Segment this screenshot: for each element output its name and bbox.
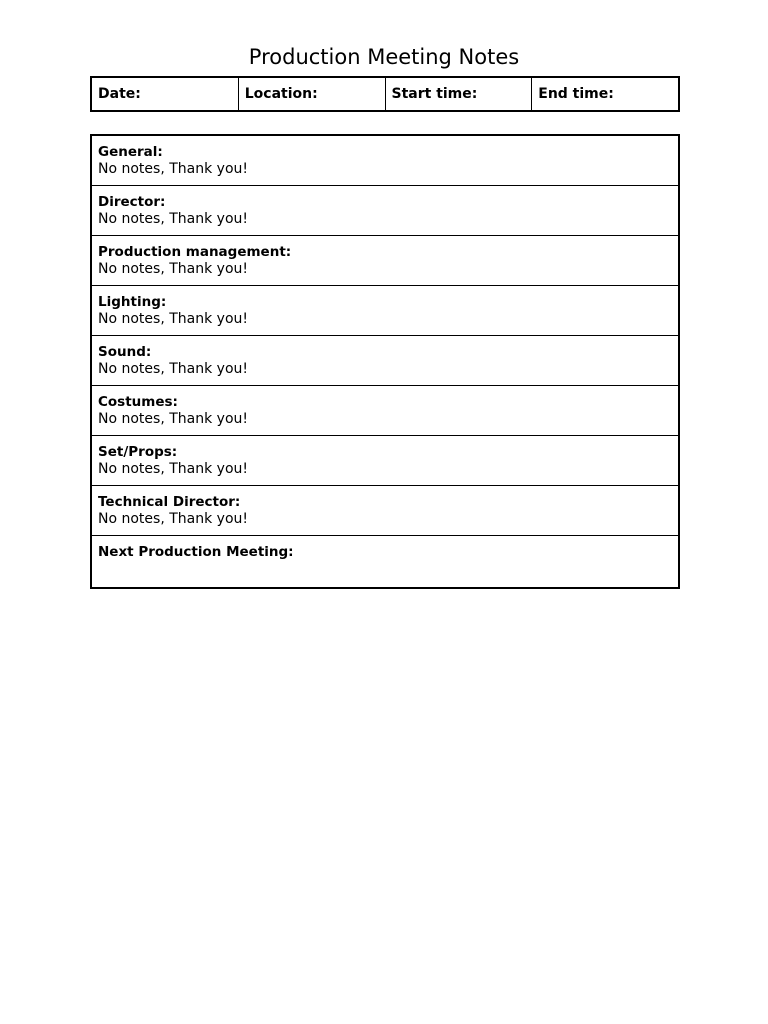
note-row-sound[interactable] [92, 336, 678, 386]
start-time-field[interactable] [386, 78, 533, 110]
page-title: Production Meeting Notes [248, 45, 520, 69]
note-text: No notes, Thank you! [98, 211, 248, 227]
note-label: Sound: [98, 344, 152, 360]
note-row-lighting[interactable] [92, 286, 678, 336]
location-field[interactable] [239, 78, 386, 110]
location-label: Location: [244, 86, 318, 102]
note-label: Costumes: [98, 394, 178, 410]
note-row-technical-director[interactable] [92, 486, 678, 536]
note-row-general[interactable] [92, 136, 678, 186]
note-label: Next Production Meeting: [98, 544, 294, 560]
note-label: Lighting: [98, 294, 167, 310]
date-label: Date: [98, 86, 141, 102]
note-label: Director: [98, 194, 166, 210]
note-text: No notes, Thank you! [98, 261, 248, 277]
note-text: No notes, Thank you! [98, 461, 248, 477]
note-text: No notes, Thank you! [98, 411, 248, 427]
end-time-label: End time: [538, 86, 614, 102]
end-time-field[interactable] [532, 78, 678, 110]
note-label: General: [98, 144, 163, 160]
note-label: Technical Director: [98, 494, 241, 510]
start-time-label: Start time: [391, 86, 478, 102]
note-text: No notes, Thank you! [98, 511, 248, 527]
date-field[interactable] [92, 78, 239, 110]
note-row-production-management[interactable] [92, 236, 678, 286]
note-text: No notes, Thank you! [98, 311, 248, 327]
note-row-next-production-meeting[interactable] [92, 536, 678, 587]
note-label: Set/Props: [98, 444, 178, 460]
note-row-costumes[interactable] [92, 386, 678, 436]
meeting-info-table [90, 76, 680, 112]
note-text: No notes, Thank you! [98, 361, 248, 377]
note-row-director[interactable] [92, 186, 678, 236]
notes-table [90, 134, 680, 589]
note-row-set-props[interactable] [92, 436, 678, 486]
note-text: No notes, Thank you! [98, 161, 248, 177]
note-label: Production management: [98, 244, 292, 260]
